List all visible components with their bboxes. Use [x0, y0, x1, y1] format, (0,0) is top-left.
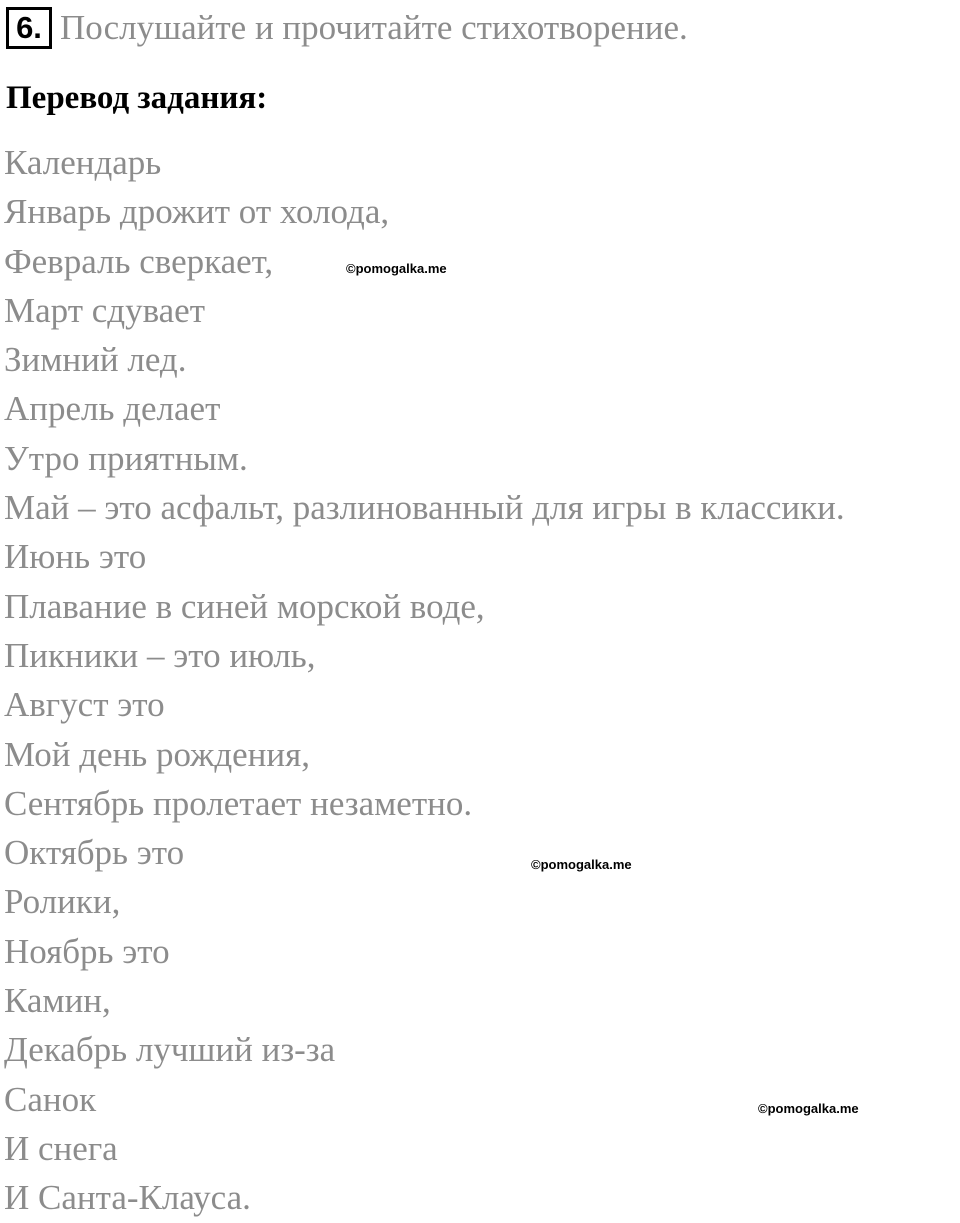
poem-line: Август это: [4, 685, 165, 725]
poem-line: Декабрь лучший из-за: [4, 1030, 336, 1070]
poem: [4, 138, 845, 1223]
poem-line: Октябрь это: [4, 833, 185, 873]
poem-line: Январь дрожит от холода,: [4, 192, 390, 232]
poem-line: Май – это асфальт, разлинованный для игры в классики.: [4, 488, 845, 528]
watermark: ©pomogalka.me: [346, 261, 447, 276]
poem-line: Пикники – это июль,: [4, 635, 316, 675]
task-header: [6, 6, 688, 50]
poem-line: Ноябрь это: [4, 931, 170, 971]
watermark: ©pomogalka.me: [531, 857, 632, 872]
translation-heading: Перевод задания:: [6, 80, 268, 116]
poem-line: Зимний лед.: [4, 340, 187, 380]
task-instruction: Послушайте и прочитайте стихотворение.: [60, 8, 688, 47]
poem-line: Плавание в синей морской воде,: [4, 586, 485, 626]
poem-line: Утро приятным.: [4, 438, 248, 478]
poem-line: И Санта-Клауса.: [4, 1178, 251, 1218]
task-number-box: 6.: [6, 7, 52, 49]
poem-line: Апрель делает: [4, 389, 221, 429]
poem-line: И снега: [4, 1128, 118, 1168]
poem-line: Март сдувает: [4, 290, 206, 330]
poem-line: Июнь это: [4, 537, 147, 577]
poem-line: Камин,: [4, 981, 111, 1021]
poem-line: Санок: [4, 1079, 97, 1119]
poem-line: Мой день рождения,: [4, 734, 310, 774]
poem-line: Февраль сверкает,: [4, 241, 274, 281]
poem-line: Ролики,: [4, 882, 121, 922]
poem-title: Календарь: [4, 143, 162, 182]
watermark: ©pomogalka.me: [758, 1101, 859, 1116]
poem-line: Сентябрь пролетает незаметно.: [4, 783, 473, 823]
